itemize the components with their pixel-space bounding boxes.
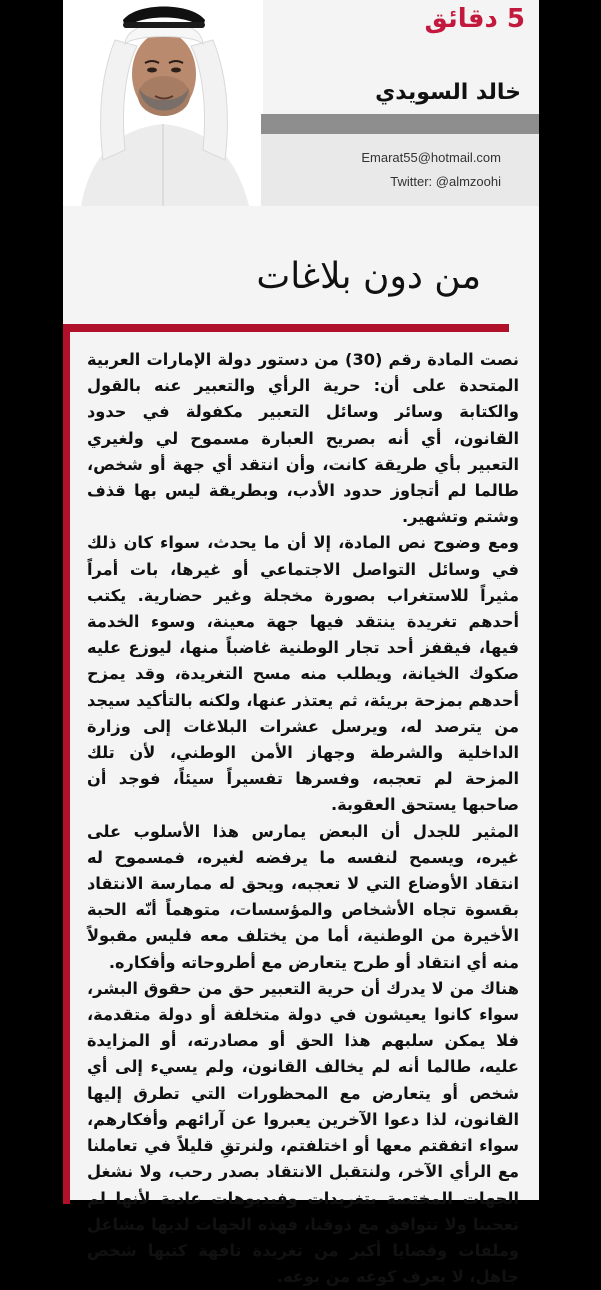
left-accent-bar — [63, 324, 70, 1204]
article-paragraph: ومع وضوح نص المادة، إلا أن ما يحدث، سواء كان ذلك في وسائل التواصل الاجتماعي أو غيرها، بات أمراً مثيراً للاستغراب بصورة مخجلة وغير حضارية. يكتب أحدهم تغريدة ينتقد فيها جهة معينة، وسوء الخدمة فيها، فيقفز أحد تجار الوطنية غاضباً منها، ليوزع عليه صكوك الخيانة، ويطلب منه مسح التغريدة، وقد يمزح أحدهم بمزحة بريئة، ثم يعتذر عنها، ولكنه بالتأكيد سيجد من يترصد له، ويرسل عشرات البلاغات إلى وزارة الداخلية والشرطة وجهاز الأمن الوطني، لأن تلك المزحة لم تعجبه، وفسرها تفسيراً سيئاً، فوجد أن صاحبها يستحق العقوبة. — [87, 533, 519, 815]
article-paragraph: نصت المادة رقم (30) من دستور دولة الإمارات العربية المتحدة على أن: حرية الرأي والتعبير عنه بالقول والكتابة وسائر وسائل التعبير مكفولة في حدود القانون، أي أنه بصريح العبارة مسموح لي ولغيري التعبير بأي طريقة كانت، وأن انتقد أي جهة أو شخص، طالما لم أتجاوز حدود الأدب، وبطريقة ليس بها قذف وشتم وتشهير. — [87, 350, 519, 527]
author-photo — [63, 0, 263, 206]
article-paragraph: هناك من لا يدرك أن حرية التعبير حق من حقوق البشر، سواء كانوا يعيشون في دولة متخلفة أو دولة متقدمة، فلا يمكن سلبهم هذا الحق أو مصادرته، أو المزايدة عليه، طالما أنه لم يخالف القانون، ولم يسيء إلى أي شخص أو يتعارض مع المحظورات التي تطرق إليها القانون، لذا دعوا الآخرين يعبروا عن آرائهم وأفكارهم، سواء اتفقتم معها أو اختلفتم، ولنرتقِ قليلاً في تعاملنا مع الرأي الآخر، ولنتقبل الانتقاد بصدر رحب، ولا نشغل الجهات المختصة بتغريدات وفيديوهات عادية لأنها لم تعجبنا ولا تتوافق مع ذوقنا، فهذه الجهات لديها مشاغل وملفات وقضايا أكبر من تغريدة تافهة كتبها شخص جاهل، لا يعرف كوعه من بوعه. — [87, 978, 519, 1287]
author-portrait — [63, 0, 263, 206]
article-paragraph: المثير للجدل أن البعض يمارس هذا الأسلوب على غيره، ويسمح لنفسه ما يرفضه لغيره، فمسموح له انتقاد الأوضاع التي لا تعجبه، ويحق له ممارسة الانتقاد بقسوة تجاه الأشخاص والمؤسسات، متوهماً أنّه الحبة الأخيرة من الوطنية، أما من يختلف معه فليس مقبولاً منه أي انتقاد أو طرح يتعارض مع أطروحاته وأفكاره. — [87, 821, 519, 972]
column-tag: 5 دقائق — [424, 4, 525, 34]
article-title: من دون بلاغات — [256, 256, 481, 298]
article-body — [87, 347, 519, 1290]
title-divider — [63, 324, 509, 332]
contact-band — [261, 114, 539, 206]
author-name: خالد السويدي — [375, 80, 521, 105]
contact-band-bar — [261, 114, 539, 134]
author-email: Emarat55@hotmail.com — [361, 150, 501, 165]
author-twitter: Twitter: @almzoohi — [390, 174, 501, 189]
newspaper-column — [63, 0, 539, 1287]
